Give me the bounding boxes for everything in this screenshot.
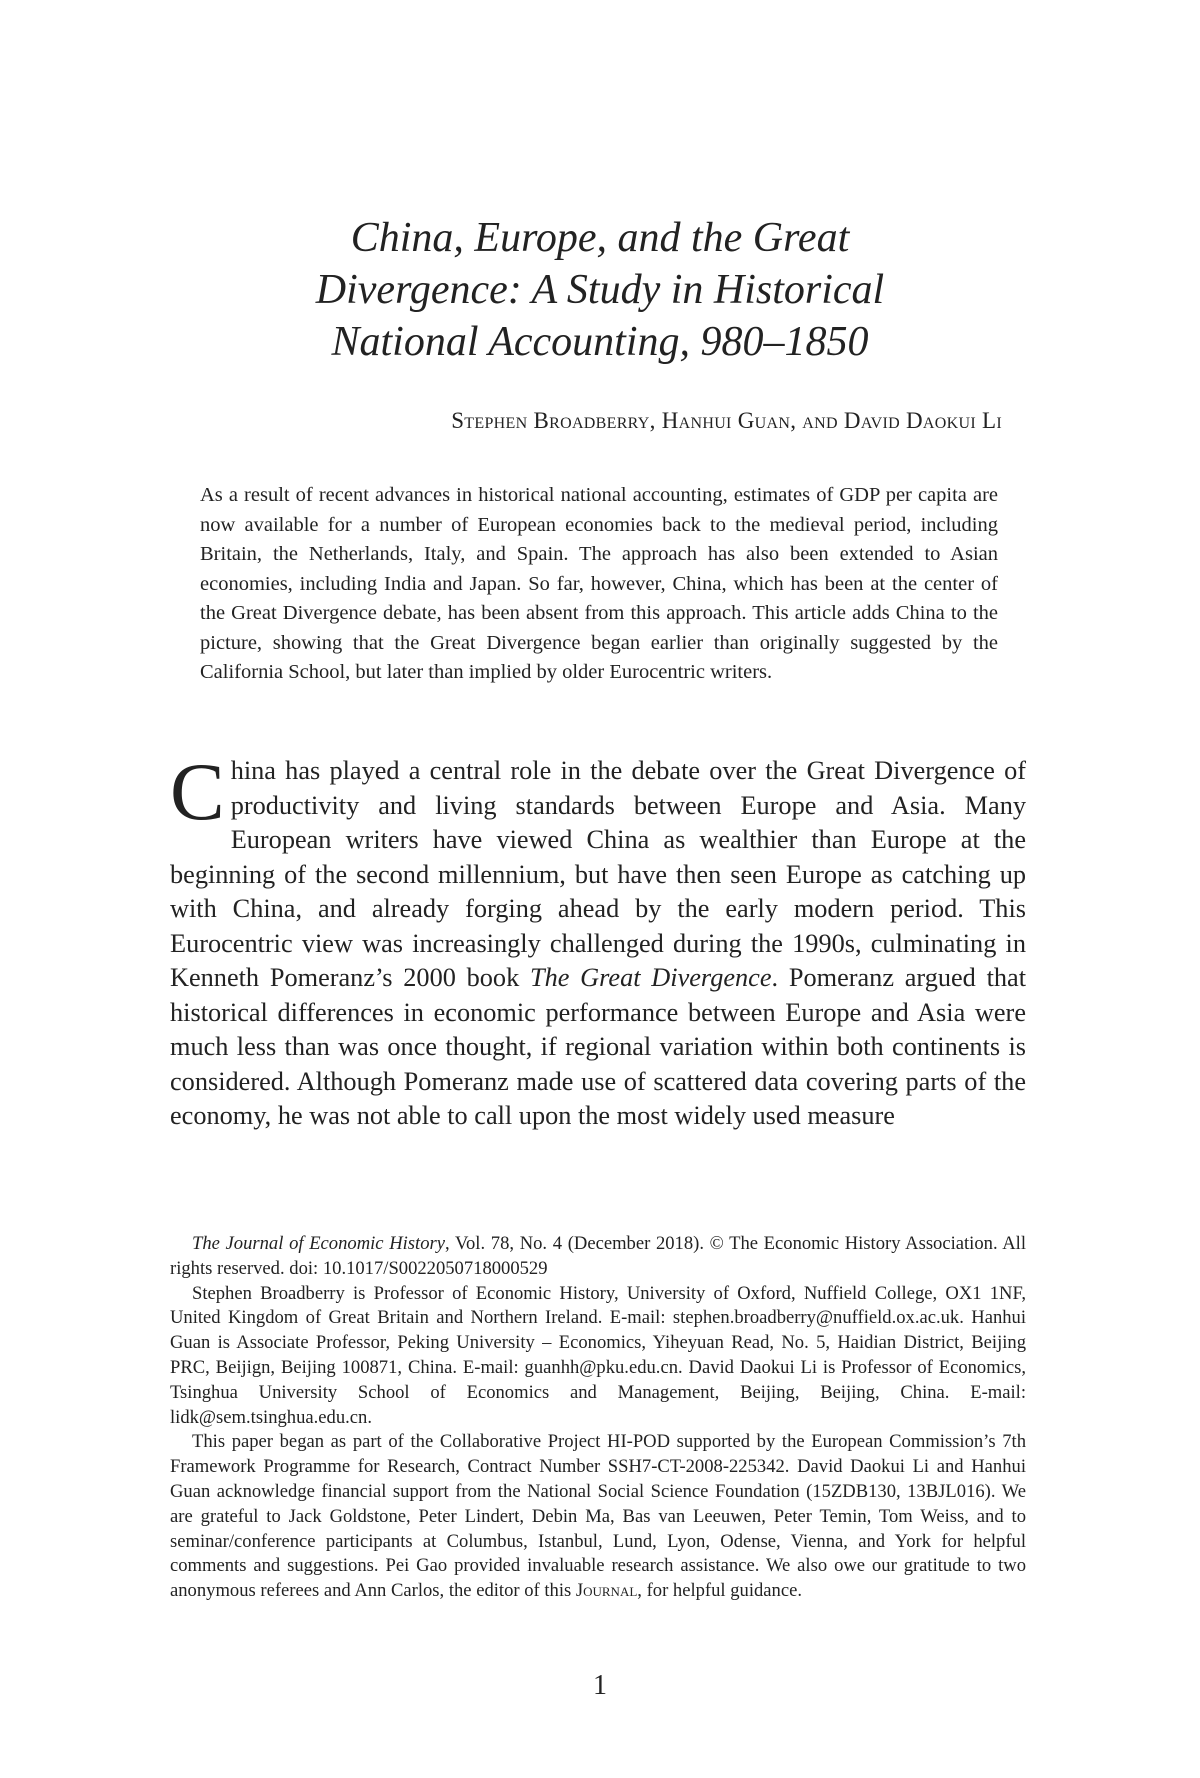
footnote-acknowledgements <box>170 1430 1026 1604</box>
title-line-2: Divergence: A Study in Historical <box>315 267 885 313</box>
footnote-affiliations: Stephen Broadberry is Professor of Economic History, University of Oxford, Nuffield College, OX1 1NF, United Kingdom of Great Britain and Northern Ireland. E-mail: stephen.broadberry@nuffield.ox.ac.uk. Hanhui Guan is Associate Professor, Peking University – Economics, Yiheyuan Read, No. 5, Haidian District, Beijing PRC, Beijign, Beijing 100871, China. E-mail: guanhh@pku.edu.cn. David Daokui Li is Professor of Economics, Tsinghua University School of Economics and Management, Beijing, Beijing, China. E-mail: lidk@sem.tsinghua.edu.cn. <box>170 1282 1026 1428</box>
footnotes <box>170 1232 1026 1604</box>
drop-cap: C <box>170 746 225 837</box>
book-title: The Great Divergence <box>529 963 772 992</box>
body-text-part-2: . Pomeranz argued that historical differences in economic performance between Europe and Asia were much less than was once thought, if regional variation within both continents is considered. Although Pomeranz made use of scattered data covering parts of the economy, he was not able to call upon the most widely used measure <box>170 963 1026 1130</box>
body-text-part-1: hina has played a central role in the debate over the Great Divergence of productivity and living standards between Europe and Asia. Many European writers have viewed China as wealthier than Europe at the beginning of the second millennium, but have then seen Europe as catching up with China, and already forging ahead by the early modern period. This Eurocentric view was increasingly challenged during the 1990s, culminating in Kenneth Pomeranz’s 2000 book <box>170 756 1026 992</box>
title-line-1: China, Europe, and the Great <box>350 215 850 261</box>
body-paragraph <box>170 746 1026 1134</box>
journal-citation: , Vol. 78, No. 4 (December 2018). © The Economic History Association. All rights reserved. doi: 10.1017/S0022050718000529 <box>170 1233 1026 1279</box>
journal-name: The Journal of Economic History <box>192 1233 445 1254</box>
ack-text-part-1: This paper began as part of the Collaborative Project HI-POD supported by the European Commission’s 7th Framework Programme for Research, Contract Number SSH7-CT-2008-225342. David Daokui Li and Hanhui Guan acknowledge financial support from the National Social Science Foundation (15ZDB130, 13BJL016). We are grateful to Jack Goldstone, Peter Lindert, Debin Ma, Bas van Leeuwen, Peter Temin, Tom Weiss, and to seminar/conference participants at Columbus, Istanbul, Lund, Lyon, Odense, Vienna, and York for helpful comments and suggestions. Pei Gao provided invaluable research assistance. We also owe our gratitude to two anonymous referees and Ann Carlos, the editor of this <box>170 1431 1026 1602</box>
title-line-3: National Accounting, 980–1850 <box>331 319 869 365</box>
page-number: 1 <box>593 1670 607 1701</box>
footnote-journal <box>170 1232 1026 1282</box>
article-title <box>170 212 1030 368</box>
abstract: As a result of recent advances in historical national accounting, estimates of GDP per capita are now available for a number of European economies back to the medieval period, including Britain, the Netherlands, Italy, and Spain. The approach has also been extended to Asian economies, including India and Japan. So far, however, China, which has been at the center of the Great Divergence debate, has been absent from this approach. This article adds China to the picture, showing that the Great Divergence began earlier than originally suggested by the California School, but later than implied by older Eurocentric writers. <box>200 484 998 683</box>
ack-journal-word: Journal <box>575 1580 638 1602</box>
author-list: Stephen Broadberry, Hanhui Guan, and David Daokui Li <box>451 408 1002 433</box>
ack-text-part-2: , for helpful guidance. <box>637 1580 802 1602</box>
